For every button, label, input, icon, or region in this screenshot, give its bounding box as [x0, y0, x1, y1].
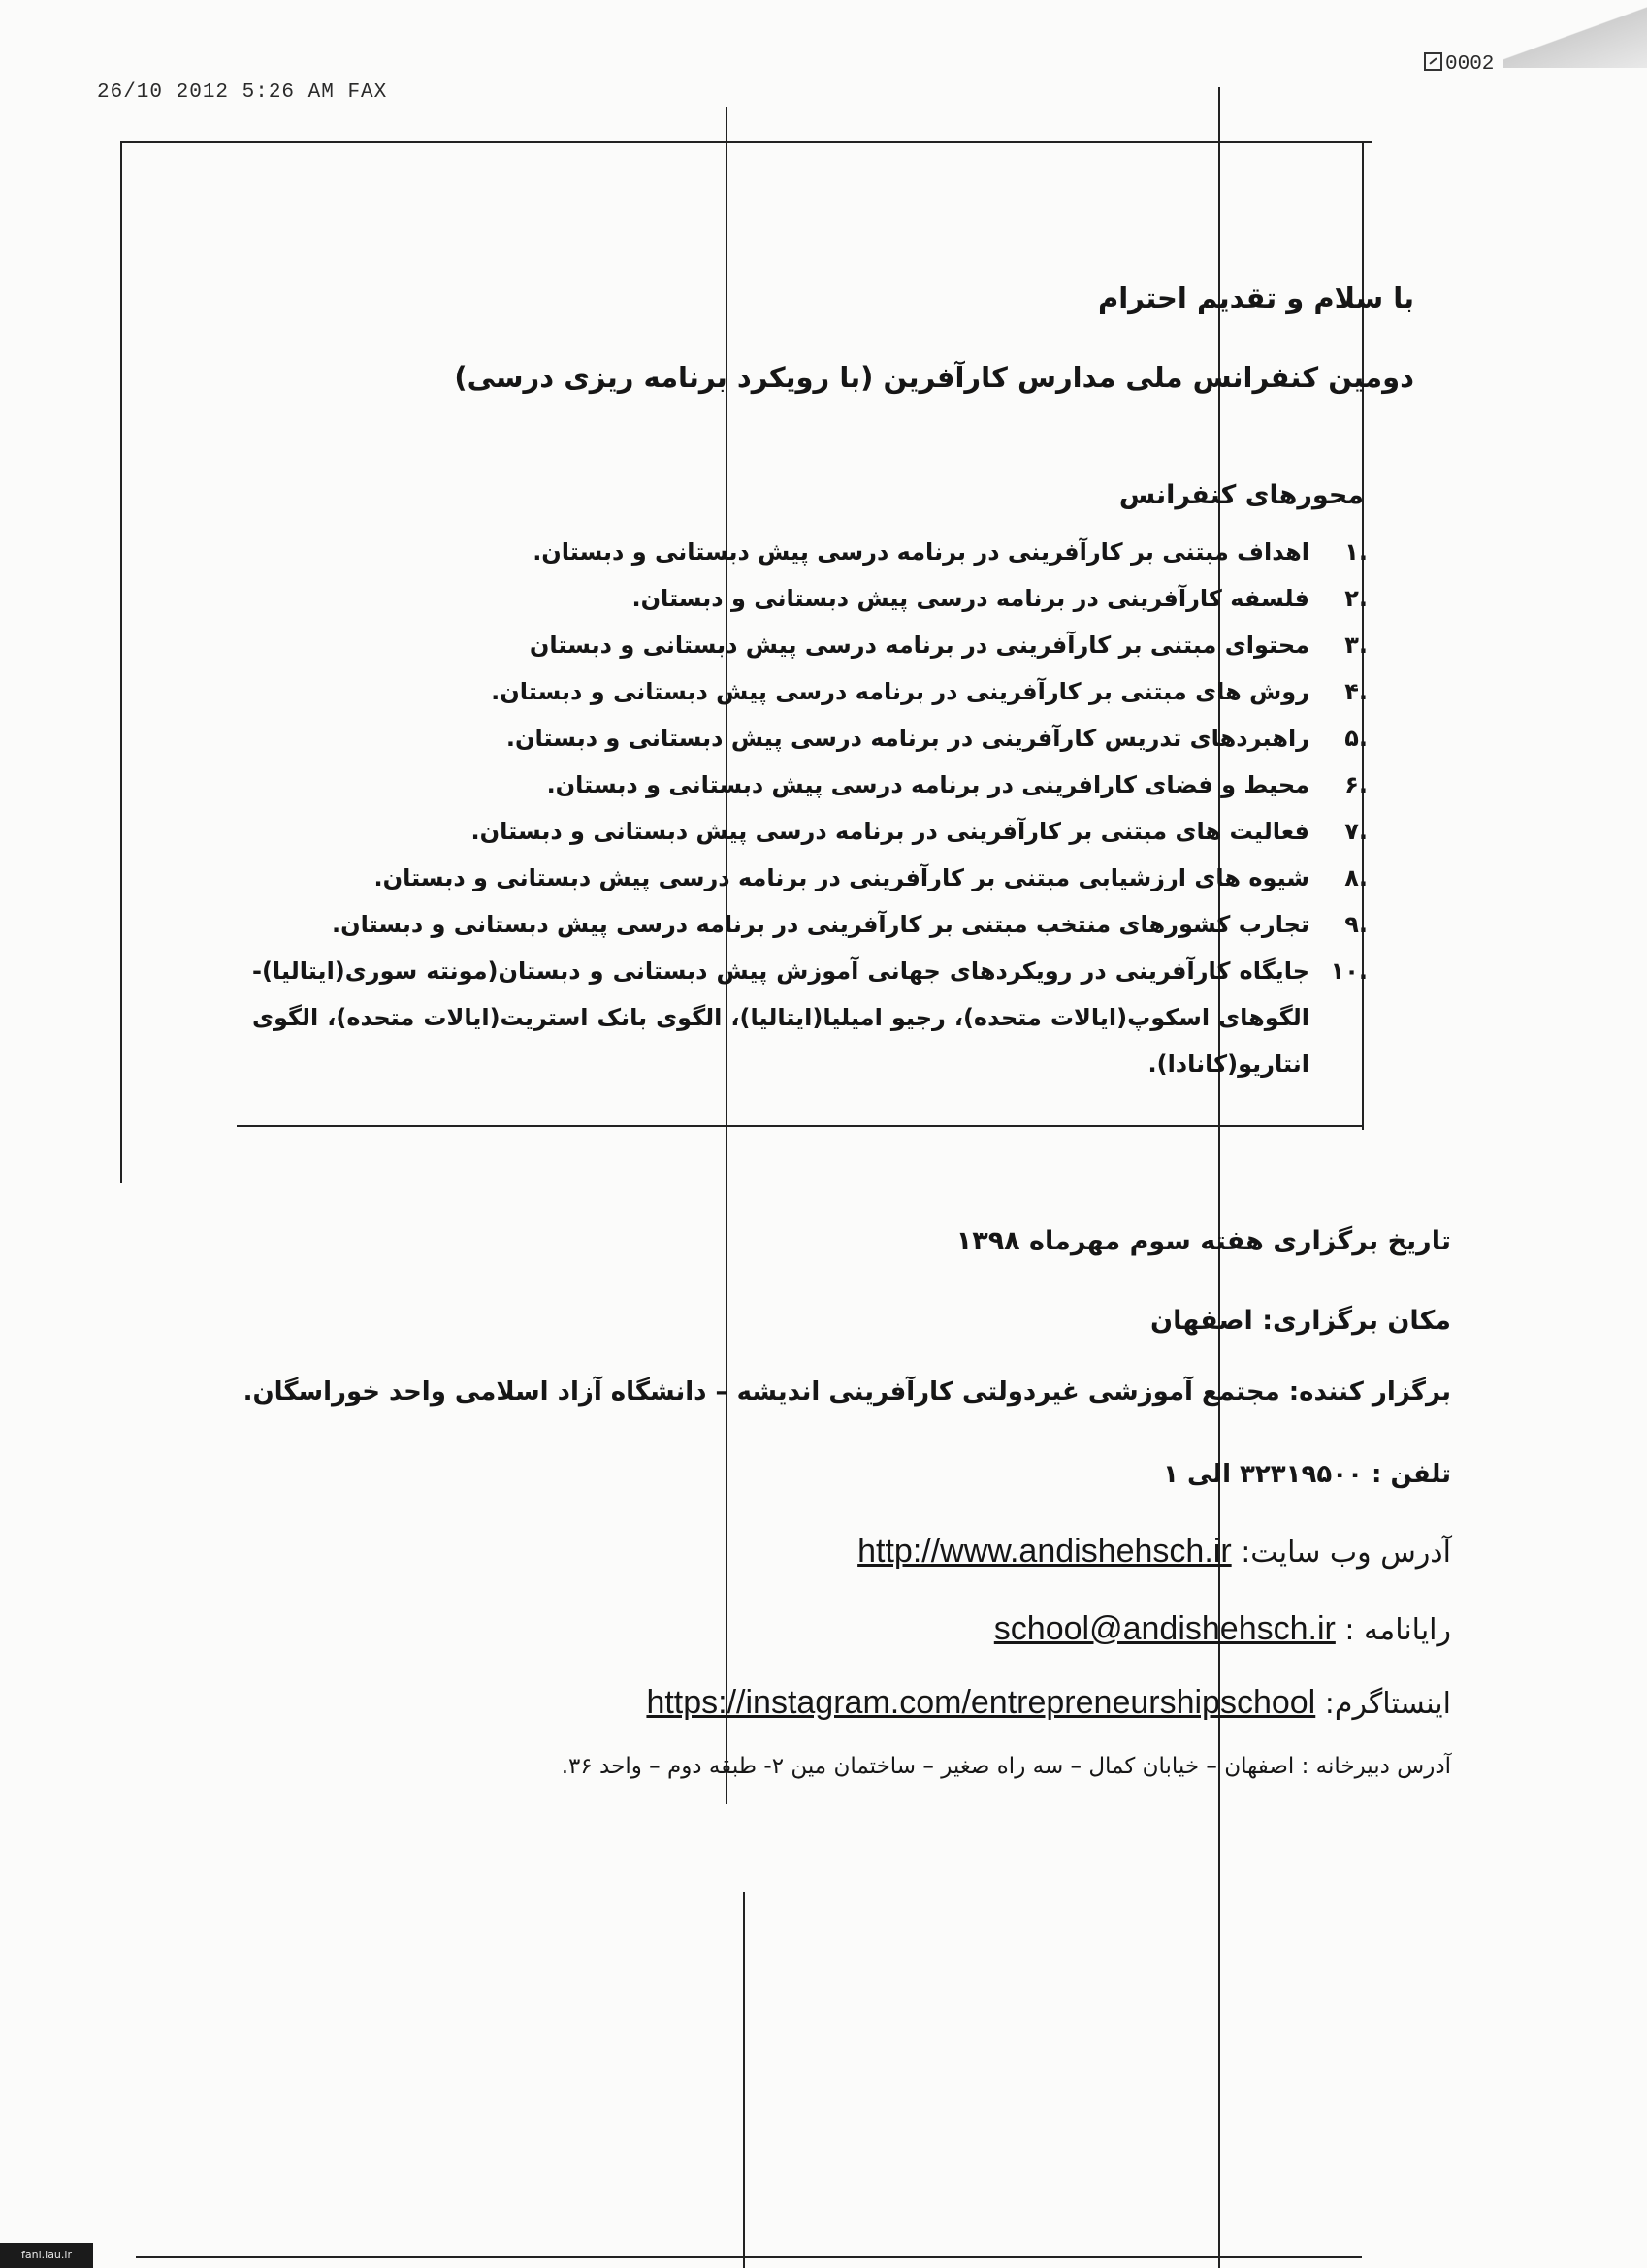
folded-corner [1503, 0, 1647, 68]
page-number [1424, 52, 1494, 76]
topic-item [252, 575, 1368, 622]
topic-item [252, 715, 1368, 761]
instagram-row [646, 1684, 1451, 1722]
topic-number: .۱ [1344, 538, 1368, 566]
instagram-label: اینستاگرم: [1324, 1687, 1451, 1721]
topic-text: شیوه های ارزشیابی مبتنی بر کارآفرینی در برنامه درسی پیش دبستانی و دبستان. [373, 864, 1309, 891]
topic-number: .۹ [1344, 911, 1368, 938]
event-phone: تلفن : ۳۲۳۱۹۵۰۰ الی ۱ [1163, 1460, 1451, 1489]
email-row [994, 1610, 1451, 1648]
bottom-line [136, 2256, 1362, 2258]
topic-text: راهبردهای تدریس کارآفرینی در برنامه درسی پیش دبستانی و دبستان. [505, 725, 1309, 752]
topic-item [252, 668, 1368, 715]
footer-badge: fani.iau.ir [0, 2243, 93, 2268]
email-label: رایانامه : [1344, 1613, 1451, 1647]
topic-text: محتوای مبتنی بر کارآفرینی در برنامه درسی پیش دبستانی و دبستان [529, 632, 1309, 659]
fax-box-icon [1424, 52, 1442, 71]
topic-number: .۲ [1344, 585, 1368, 612]
topic-number: .۳ [1344, 632, 1368, 659]
frame-top-line [120, 141, 1372, 143]
topic-text: اهداف مبتنی بر کارآفرینی در برنامه درسی پیش دبستانی و دبستان. [533, 538, 1309, 566]
fax-header: 26/10 2012 5:26 AM FAX [97, 81, 388, 104]
topic-item [252, 529, 1368, 575]
topic-number: .۴ [1344, 678, 1368, 705]
topic-number: .۵ [1344, 725, 1368, 752]
event-organizer: برگزار کننده: مجتمع آموزشی غیردولتی کارآفرینی اندیشه – دانشگاه آزاد اسلامی واحد خوراسگان. [242, 1377, 1451, 1407]
secretariat-address: آدرس دبیرخانه : اصفهان – خیابان کمال – سه راه صغیر – ساختمان مین ۲- طبقه دوم – واحد ۳۶. [561, 1754, 1451, 1779]
topic-text: تجارب کشورهای منتخب مبتنی بر کارآفرینی در برنامه درسی پیش دبستانی و دبستان. [332, 911, 1309, 938]
page-number-text: 0002 [1445, 53, 1495, 76]
topic-text: محیط و فضای کارافرینی در برنامه درسی پیش دبستانی و دبستان. [546, 771, 1309, 798]
section-divider [237, 1125, 1362, 1127]
topic-text: جایگاه کارآفرینی در رویکردهای جهانی آموزش پیش دبستانی و دبستان(مونته سوری(ایتالیا)-الگوهای اسکوپ(ایالات متحده)، رجیو امیلیا(ایتالیا)، الگوی بانک استریت(ایالات متحده)، الگوی انتاریو(کانادا). [252, 957, 1309, 1078]
topic-text: فلسفه کارآفرینی در برنامه درسی پیش دبستانی و دبستان. [631, 585, 1309, 612]
website-link[interactable]: http://www.andishehsch.ir [857, 1533, 1232, 1570]
topic-number: .۱۰ [1330, 957, 1368, 985]
instagram-link[interactable]: https://instagram.com/entrepreneurshipschool [646, 1684, 1316, 1721]
scan-line-right [1218, 87, 1220, 2268]
frame-left-line [120, 141, 122, 1183]
conference-title: دومین کنفرانس ملی مدارس کارآفرین (با رویکرد برنامه ریزی درسی) [454, 361, 1414, 394]
topic-item [252, 808, 1368, 855]
topic-item [252, 622, 1368, 668]
event-place: مکان برگزاری: اصفهان [1150, 1306, 1451, 1336]
greeting: با سلام و تقدیم احترام [1097, 281, 1414, 314]
event-date: تاریخ برگزاری هفته سوم مهرماه ۱۳۹۸ [955, 1226, 1451, 1256]
topic-number: .۶ [1344, 771, 1368, 798]
topics-list [252, 529, 1368, 1087]
website-label: آدرس وب سایت: [1241, 1536, 1451, 1570]
topic-text: روش های مبتنی بر کارآفرینی در برنامه درسی پیش دبستانی و دبستان. [491, 678, 1309, 705]
topic-item [252, 901, 1368, 948]
topic-text: فعالیت های مبتنی بر کارآفرینی در برنامه درسی پیش دبستانی و دبستان. [470, 818, 1309, 845]
topic-item [252, 761, 1368, 808]
topic-number: .۷ [1344, 818, 1368, 845]
topic-item [252, 855, 1368, 901]
topic-number: .۸ [1344, 864, 1368, 891]
website-row [857, 1533, 1451, 1571]
email-link[interactable]: school@andishehsch.ir [993, 1610, 1336, 1647]
topics-heading: محورهای کنفرانس [1118, 480, 1364, 510]
topic-item [252, 948, 1368, 1087]
scan-line-bottom-left [743, 1892, 745, 2268]
